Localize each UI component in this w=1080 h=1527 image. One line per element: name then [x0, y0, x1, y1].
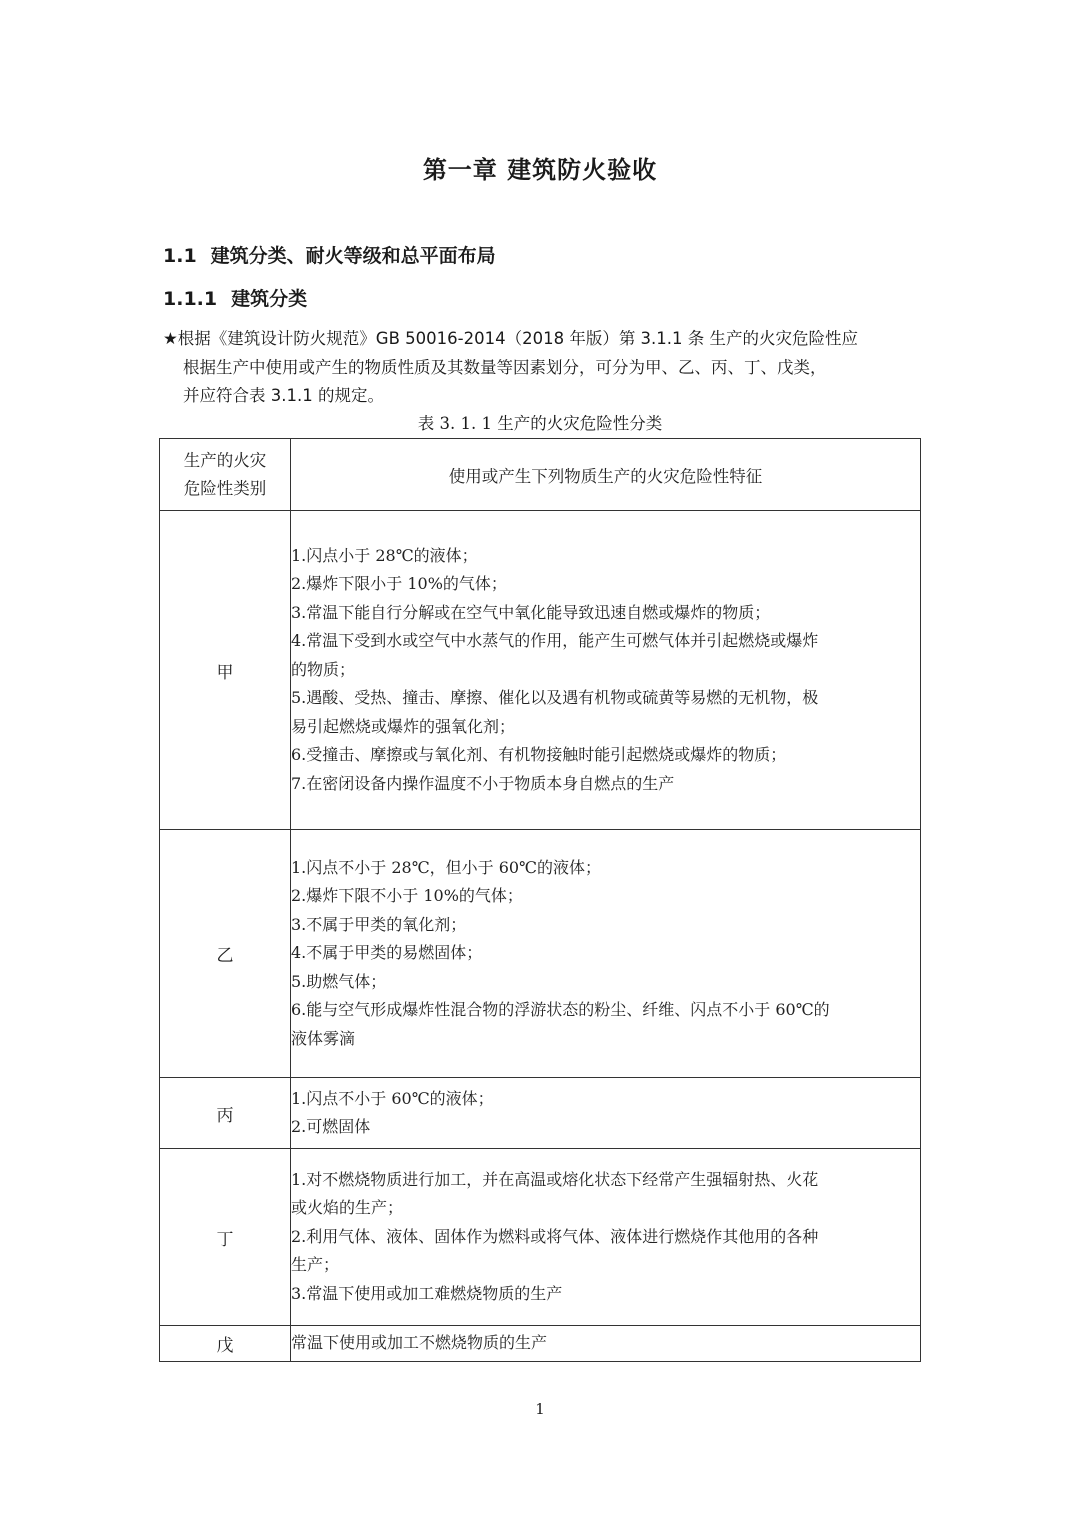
description-line: 常温下使用或加工不燃烧物质的生产	[291, 1333, 548, 1353]
description-line: 3.不属于甲类的氧化剂；	[291, 914, 467, 934]
category-cell: 甲	[160, 511, 291, 830]
description-line: 7.在密闭设备内操作温度不小于物质本身自燃点的生产	[291, 773, 675, 793]
description-line: 4.不属于甲类的易燃固体；	[291, 943, 483, 963]
description-line: 6.能与空气形成爆炸性混合物的浮游状态的粉尘、纤维、闪点不小于 60℃的	[291, 1000, 830, 1020]
description-line: 1.闪点小于 28℃的液体；	[291, 545, 478, 565]
description-line: 1.闪点不小于 60℃的液体；	[291, 1088, 494, 1108]
description-line: 2.利用气体、液体、固体作为燃料或将气体、液体进行燃烧作其他用的各种	[291, 1226, 819, 1246]
description-line: 3.常温下能自行分解或在空气中氧化能导致迅速自燃或爆炸的物质；	[291, 602, 771, 622]
description-cell	[291, 1078, 921, 1149]
description-line: 2.爆炸下限不小于 10%的气体；	[291, 886, 523, 906]
description-cell	[291, 1326, 921, 1362]
table-caption: 表 3. 1. 1 生产的火灾危险性分类	[417, 414, 663, 433]
description-line: 5.遇酸、受热、撞击、摩擦、催化以及遇有机物或硫黄等易燃的无机物，极	[291, 688, 819, 708]
description-line: 1.闪点不小于 28℃，但小于 60℃的液体；	[291, 857, 601, 877]
subsection-number: 1.1.1	[163, 288, 218, 310]
section-number: 1.1	[163, 245, 197, 267]
table-header-row	[160, 439, 921, 511]
description-cell	[291, 511, 921, 830]
description-line: 5.助燃气体；	[291, 971, 387, 991]
header-category-line: 生产的火灾	[183, 450, 267, 470]
description-line: 3.常温下使用或加工难燃烧物质的生产	[291, 1283, 563, 1303]
description-cell	[291, 1149, 921, 1326]
category-cell: 丁	[160, 1149, 291, 1326]
table-row	[160, 1149, 921, 1326]
subsection-heading	[163, 284, 307, 311]
description-line: 的物质；	[291, 659, 356, 679]
fire-hazard-table	[159, 438, 921, 1362]
page-number: 1	[535, 1400, 545, 1418]
description-line: 4.常温下受到水或空气中水蒸气的作用，能产生可燃气体并引起燃烧或爆炸	[291, 631, 819, 651]
table-row	[160, 511, 921, 830]
intro-line: 根据生产中使用或产生的物质性质及其数量等因素划分，可分为甲、乙、丙、丁、戊类，	[183, 357, 827, 377]
description-line: 生产；	[291, 1255, 340, 1275]
header-category-line: 危险性类别	[183, 478, 267, 498]
table-row	[160, 1326, 921, 1362]
header-category-cell	[160, 439, 291, 511]
table-row	[160, 830, 921, 1078]
header-description-cell: 使用或产生下列物质生产的火灾危险性特征	[291, 439, 921, 511]
description-line: 易引起燃烧或爆炸的强氧化剂；	[291, 716, 516, 736]
intro-paragraph	[163, 325, 923, 411]
intro-line: 并应符合表 3.1.1 的规定。	[183, 386, 384, 405]
subsection-title: 建筑分类	[231, 288, 308, 310]
intro-line: ★根据《建筑设计防火规范》GB 50016-2014（2018 年版）第 3.1.1 条 生产的火灾危险性应	[163, 329, 859, 348]
description-line: 液体雾滴	[291, 1028, 356, 1048]
description-cell	[291, 830, 921, 1078]
chapter-title: 第一章 建筑防火验收	[422, 156, 658, 184]
description-line: 1.对不燃烧物质进行加工，并在高温或熔化状态下经常产生强辐射热、火花	[291, 1169, 819, 1189]
section-heading	[163, 241, 496, 268]
description-line: 或火焰的生产；	[291, 1198, 404, 1218]
category-cell: 乙	[160, 830, 291, 1078]
description-line: 6.受撞击、摩擦或与氧化剂、有机物接触时能引起燃烧或爆炸的物质；	[291, 745, 787, 765]
description-line: 2.可燃固体	[291, 1117, 371, 1136]
section-title: 建筑分类、耐火等级和总平面布局	[210, 245, 496, 267]
category-cell: 戊	[160, 1326, 291, 1362]
category-cell: 丙	[160, 1078, 291, 1149]
table-row	[160, 1078, 921, 1149]
description-line: 2.爆炸下限小于 10%的气体；	[291, 574, 507, 594]
